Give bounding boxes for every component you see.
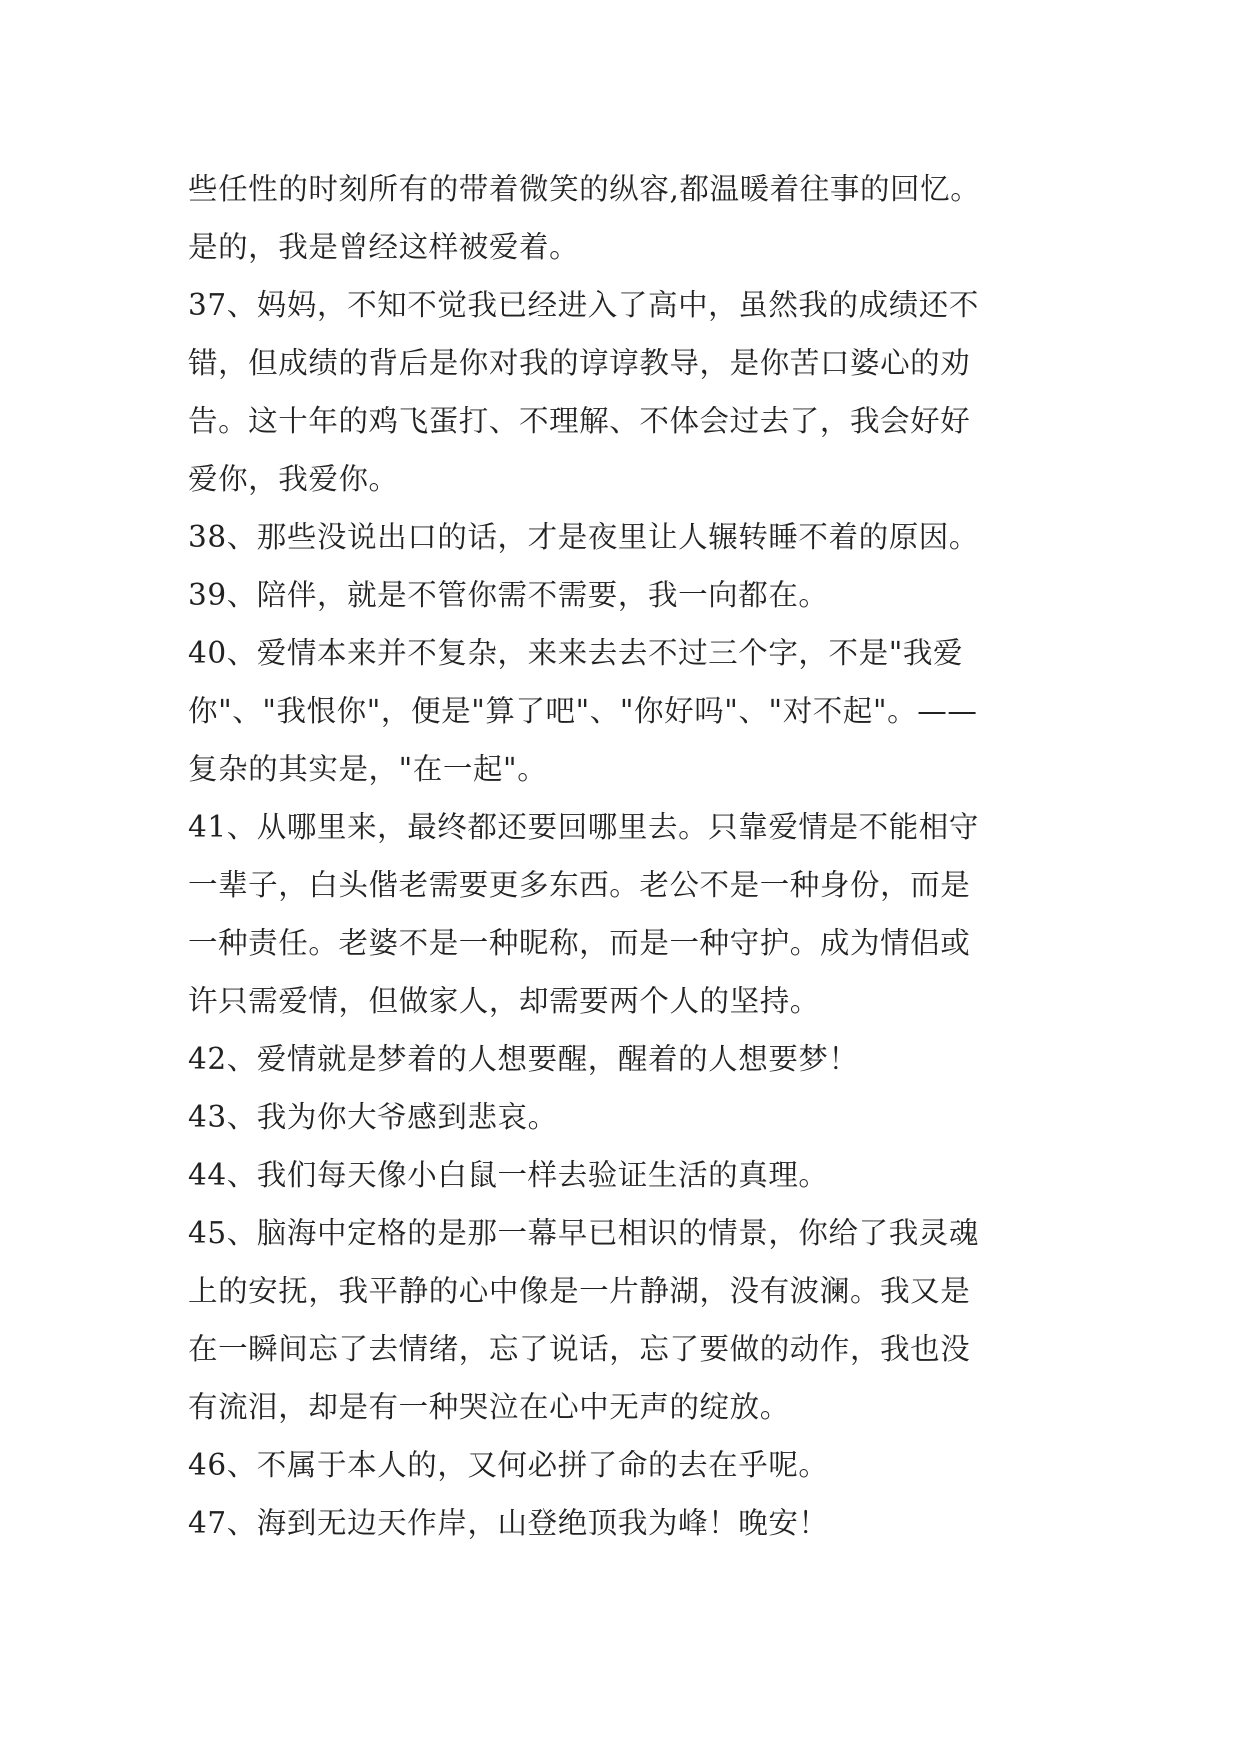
text-line: 一辈子，白头偕老需要更多东西。老公不是一种身份，而是 bbox=[188, 868, 971, 902]
text-line: 许只需爱情，但做家人，却需要两个人的坚持。 bbox=[188, 984, 820, 1018]
text-line: 是的，我是曾经这样被爱着。 bbox=[188, 230, 580, 264]
text-line: 爱你，我爱你。 bbox=[188, 462, 399, 496]
text-line: 有流泪，却是有一种哭泣在心中无声的绽放。 bbox=[188, 1390, 790, 1424]
text-line: 39、陪伴，就是不管你需不需要，我一向都在。 bbox=[188, 578, 829, 612]
text-line: 上的安抚，我平静的心中像是一片静湖，没有波澜。我又是 bbox=[188, 1274, 971, 1308]
text-line: 41、从哪里来，最终都还要回哪里去。只靠爱情是不能相守 bbox=[188, 810, 979, 844]
text-line: 复杂的其实是，"在一起"。 bbox=[188, 752, 548, 786]
text-line: 43、我为你大爷感到悲哀。 bbox=[188, 1100, 558, 1134]
text-line: 些任性的时刻所有的带着微笑的纵容,都温暖着往事的回忆。 bbox=[188, 172, 981, 206]
text-line: 45、脑海中定格的是那一幕早已相识的情景，你给了我灵魂 bbox=[188, 1216, 979, 1250]
text-line: 44、我们每天像小白鼠一样去验证生活的真理。 bbox=[188, 1158, 829, 1192]
text-line: 告。这十年的鸡飞蛋打、不理解、不体会过去了，我会好好 bbox=[188, 404, 971, 438]
text-line: 37、妈妈，不知不觉我已经进入了高中，虽然我的成绩还不 bbox=[188, 288, 979, 322]
text-line: 38、那些没说出口的话，才是夜里让人辗转睡不着的原因。 bbox=[188, 520, 979, 554]
body-text bbox=[188, 160, 1108, 1552]
text-line: 40、爱情本来并不复杂，来来去去不过三个字，不是"我爱 bbox=[188, 636, 964, 670]
text-line: 在一瞬间忘了去情绪，忘了说话，忘了要做的动作，我也没 bbox=[188, 1332, 971, 1366]
text-line: 42、爱情就是梦着的人想要醒，醒着的人想要梦！ bbox=[188, 1042, 859, 1076]
text-line: 46、不属于本人的，又何必拼了命的去在乎呢。 bbox=[188, 1448, 829, 1482]
text-line: 一种责任。老婆不是一种昵称，而是一种守护。成为情侣或 bbox=[188, 926, 971, 960]
text-line: 错，但成绩的背后是你对我的谆谆教导，是你苦口婆心的劝 bbox=[188, 346, 971, 380]
text-line: 你"、"我恨你"，便是"算了吧"、"你好吗"、"对不起"。—— bbox=[188, 694, 978, 728]
text-line: 47、海到无边天作岸，山登绝顶我为峰！晚安！ bbox=[188, 1506, 829, 1540]
